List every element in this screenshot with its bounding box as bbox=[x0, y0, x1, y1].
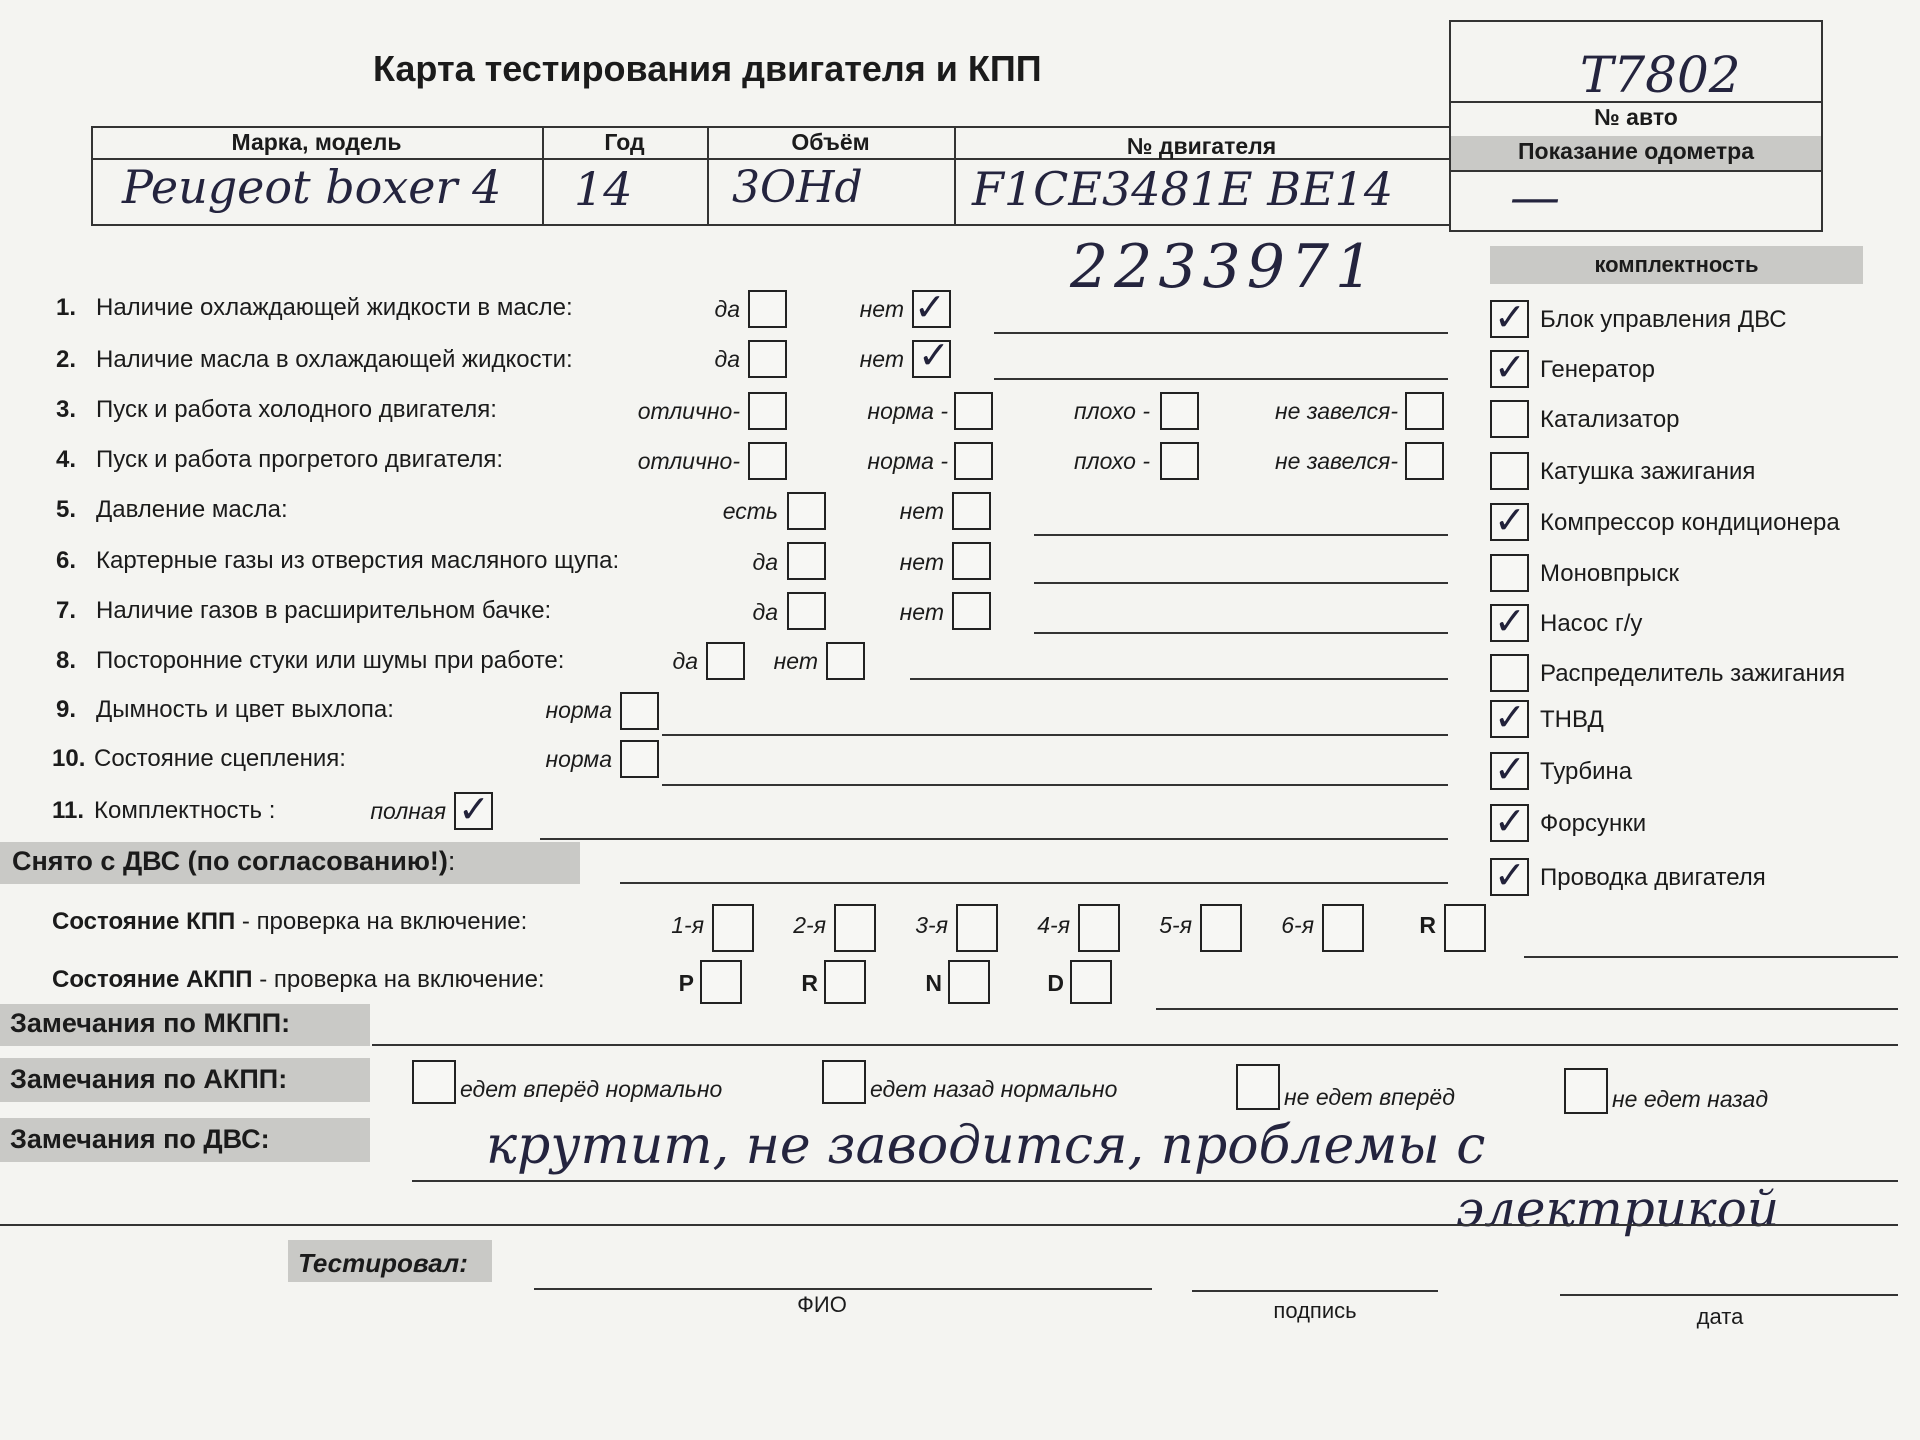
odometer-label: Показание одометра bbox=[1518, 138, 1754, 164]
akpp-mode-box[interactable] bbox=[1070, 960, 1112, 1004]
check-mark-icon: ✓ bbox=[1494, 853, 1526, 897]
check-3-bad-box[interactable] bbox=[1160, 392, 1199, 430]
check-9-label: Дымность и цвет выхлопа: bbox=[96, 696, 394, 723]
check-5-no-box[interactable] bbox=[952, 492, 991, 530]
check-7-label: Наличие газов в расширительном бачке: bbox=[96, 597, 552, 624]
completeness-item-label: Катушка зажигания bbox=[1540, 458, 1756, 485]
kpp-label: Состояние КПП - проверка на включение: bbox=[52, 908, 528, 935]
check-2-yes-box[interactable] bbox=[748, 340, 787, 378]
check-3-excellent-box[interactable] bbox=[748, 392, 787, 430]
check-7-yes-box[interactable] bbox=[787, 592, 826, 630]
completeness-item-label: Форсунки bbox=[1540, 810, 1647, 837]
completeness-title: комплектность bbox=[1594, 252, 1759, 277]
kpp-gear-label: 2-я bbox=[793, 912, 826, 938]
check-11-label: Комплектность : bbox=[94, 797, 276, 824]
auto-number-value: Т7802 bbox=[1580, 46, 1741, 104]
completeness-item-label: Турбина bbox=[1540, 758, 1633, 785]
check-mark-icon: ✓ bbox=[1494, 695, 1526, 739]
engine-no-extra: 2233971 bbox=[1070, 232, 1380, 302]
check-mark-icon: ✓ bbox=[918, 333, 950, 377]
col-volume: Объём bbox=[791, 129, 870, 155]
col-engine-no: № двигателя bbox=[1126, 133, 1277, 159]
check-mark-icon: ✓ bbox=[1494, 747, 1526, 791]
odometer-value: — bbox=[1510, 168, 1560, 226]
check-6-label: Картерные газы из отверстия масляного щупа: bbox=[96, 547, 620, 574]
completeness-checkbox[interactable] bbox=[1490, 400, 1529, 438]
check-1-yes-box[interactable] bbox=[748, 290, 787, 328]
remarks-akpp-label: Замечания по АКПП: bbox=[10, 1064, 288, 1094]
completeness-checkbox[interactable] bbox=[1490, 654, 1529, 692]
akpp-mode-label: D bbox=[1047, 970, 1064, 996]
check-5-present-box[interactable] bbox=[787, 492, 826, 530]
check-mark-icon: ✓ bbox=[1494, 498, 1526, 542]
signature-label: подпись bbox=[1273, 1298, 1357, 1323]
check-8-no-box[interactable] bbox=[826, 642, 865, 680]
kpp-gear-label: R bbox=[1419, 912, 1436, 938]
completeness-item-label: Компрессор кондиционера bbox=[1540, 509, 1840, 536]
check-4-excellent-box[interactable] bbox=[748, 442, 787, 480]
check-3-not-started-box[interactable] bbox=[1405, 392, 1444, 430]
check-8-yes-box[interactable] bbox=[706, 642, 745, 680]
check-mark-icon: ✓ bbox=[1494, 599, 1526, 643]
completeness-item-label: Насос г/у bbox=[1540, 610, 1643, 637]
col-year: Год bbox=[604, 129, 645, 155]
check-2-label: Наличие масла в охлаждающей жидкости: bbox=[96, 346, 573, 373]
remarks-dvs-label: Замечания по ДВС: bbox=[10, 1124, 270, 1154]
completeness-item-label: Моновпрыск bbox=[1540, 560, 1680, 587]
completeness-item-label: Распределитель зажигания bbox=[1540, 660, 1846, 687]
akpp-no-forward-box[interactable] bbox=[1236, 1064, 1280, 1110]
page-title: Карта тестирования двигателя и КПП bbox=[373, 48, 1042, 89]
check-3-normal-box[interactable] bbox=[954, 392, 993, 430]
kpp-gear-box[interactable] bbox=[1078, 904, 1120, 952]
dvs-remarks-text-2: электрикой bbox=[1456, 1180, 1780, 1238]
kpp-gear-box[interactable] bbox=[956, 904, 998, 952]
completeness-item-label: Проводка двигателя bbox=[1540, 864, 1766, 891]
kpp-gear-box[interactable] bbox=[834, 904, 876, 952]
check-5-label: Давление масла: bbox=[96, 496, 288, 523]
check-7-no-box[interactable] bbox=[952, 592, 991, 630]
model-value: Peugeot boxer 4 bbox=[122, 160, 502, 214]
tested-label: Тестировал: bbox=[298, 1248, 468, 1278]
fio-label: ФИО bbox=[797, 1292, 847, 1317]
completeness-item-label: ТНВД bbox=[1540, 706, 1604, 733]
akpp-mode-label: P bbox=[678, 970, 694, 996]
auto-number-label: № авто bbox=[1594, 104, 1678, 130]
check-1-label: Наличие охлаждающей жидкости в масле: bbox=[96, 294, 573, 321]
kpp-gear-label: 3-я bbox=[915, 912, 948, 938]
check-6-no-box[interactable] bbox=[952, 542, 991, 580]
removed-label: Снято с ДВС (по согласованию!): bbox=[12, 846, 456, 876]
kpp-gear-label: 4-я bbox=[1037, 912, 1070, 938]
akpp-label: Состояние АКПП - проверка на включение: bbox=[52, 966, 545, 993]
check-4-normal-box[interactable] bbox=[954, 442, 993, 480]
kpp-gear-box[interactable] bbox=[1322, 904, 1364, 952]
kpp-gear-box[interactable] bbox=[1444, 904, 1486, 952]
check-8-label: Посторонние стуки или шумы при работе: bbox=[96, 647, 565, 674]
check-9-normal-box[interactable] bbox=[620, 692, 659, 730]
check-4-label: Пуск и работа прогретого двигателя: bbox=[96, 446, 504, 473]
kpp-gear-label: 1-я bbox=[671, 912, 704, 938]
akpp-no-backward-box[interactable] bbox=[1564, 1068, 1608, 1114]
completeness-item-label: Блок управления ДВС bbox=[1540, 306, 1787, 333]
akpp-forward-ok-box[interactable] bbox=[412, 1060, 456, 1104]
col-model: Марка, модель bbox=[231, 129, 402, 155]
check-mark-icon: ✓ bbox=[914, 285, 946, 329]
check-10-normal-box[interactable] bbox=[620, 740, 659, 778]
date-label: дата bbox=[1696, 1304, 1744, 1329]
akpp-mode-box[interactable] bbox=[948, 960, 990, 1004]
kpp-gear-label: 6-я bbox=[1281, 912, 1314, 938]
check-mark-icon: ✓ bbox=[1494, 799, 1526, 843]
akpp-mode-box[interactable] bbox=[700, 960, 742, 1004]
kpp-gear-label: 5-я bbox=[1159, 912, 1192, 938]
kpp-gear-box[interactable] bbox=[1200, 904, 1242, 952]
akpp-backward-ok-box[interactable] bbox=[822, 1060, 866, 1104]
check-4-not-started-box[interactable] bbox=[1405, 442, 1444, 480]
akpp-mode-box[interactable] bbox=[824, 960, 866, 1004]
engine-no-value: F1CE3481E BE14 bbox=[972, 162, 1394, 216]
completeness-checkbox[interactable] bbox=[1490, 554, 1529, 592]
check-mark-icon: ✓ bbox=[1494, 295, 1526, 339]
completeness-item-label: Катализатор bbox=[1540, 406, 1680, 433]
check-mark-icon: ✓ bbox=[1494, 345, 1526, 389]
year-value: 14 bbox=[574, 162, 633, 216]
remarks-mkpp-label: Замечания по МКПП: bbox=[10, 1008, 291, 1038]
akpp-mode-label: R bbox=[801, 970, 818, 996]
dvs-remarks-text-1: крутит, не заводится, проблемы с bbox=[486, 1116, 1486, 1176]
completeness-item-label: Генератор bbox=[1540, 356, 1655, 383]
completeness-checkbox[interactable] bbox=[1490, 452, 1529, 490]
check-6-yes-box[interactable] bbox=[787, 542, 826, 580]
check-3-label: Пуск и работа холодного двигателя: bbox=[96, 396, 497, 423]
volume-value: 3OHd bbox=[732, 162, 863, 213]
akpp-mode-label: N bbox=[925, 970, 942, 996]
check-10-label: Состояние сцепления: bbox=[94, 745, 346, 772]
check-4-bad-box[interactable] bbox=[1160, 442, 1199, 480]
kpp-gear-box[interactable] bbox=[712, 904, 754, 952]
check-mark-icon: ✓ bbox=[458, 787, 490, 831]
